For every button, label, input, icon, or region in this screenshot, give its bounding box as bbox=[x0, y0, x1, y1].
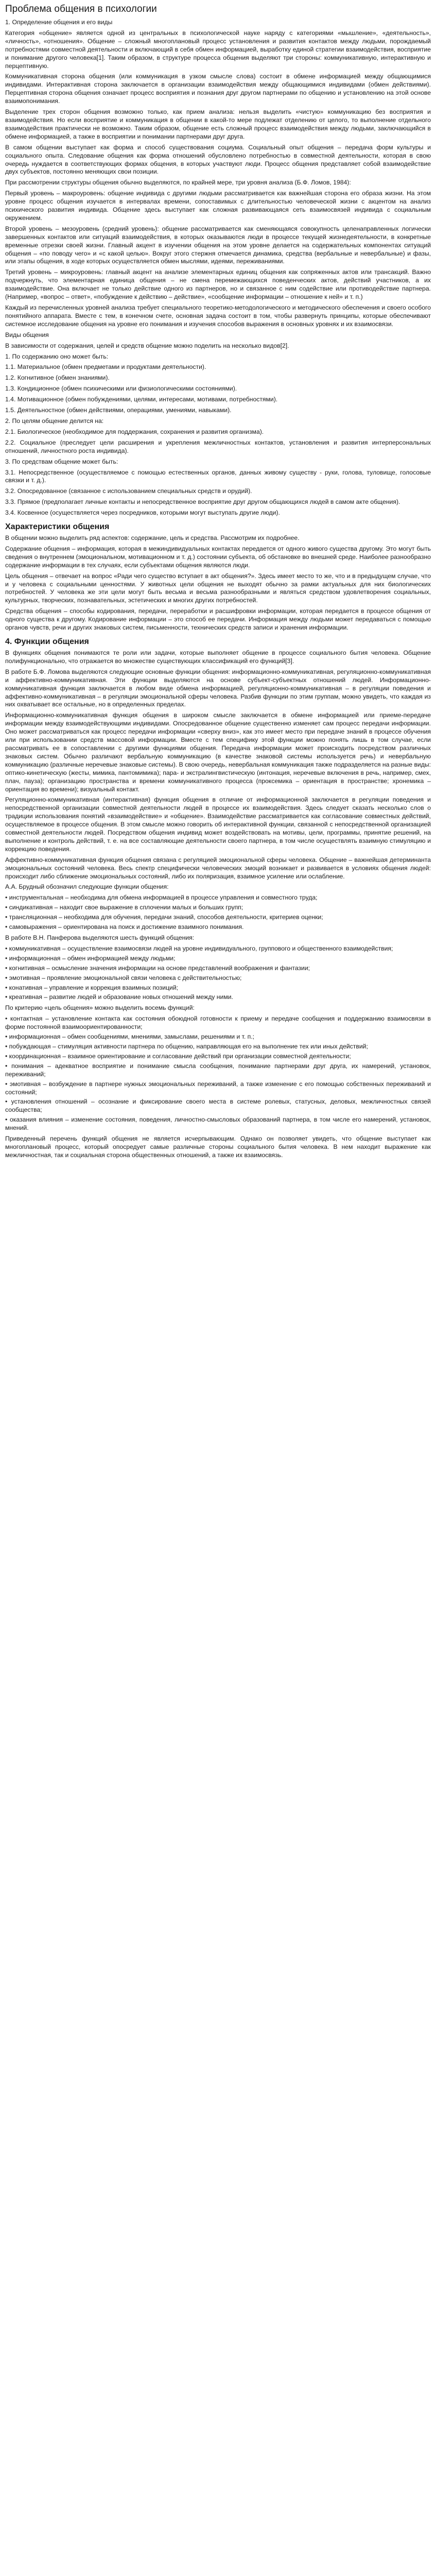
document-page bbox=[0, 0, 436, 1175]
list-item: 1.4. Мотивационное (обмен побуждениями, целями, интересами, мотивами, потребностями). bbox=[5, 396, 278, 403]
list-intro: По критерию «цель общения» можно выделить восемь функций: bbox=[5, 1004, 195, 1012]
list-item: 3.4. Косвенное (осуществляется через посредников, которыми могут выступать другие люди). bbox=[5, 509, 280, 517]
paragraph: Информационно-коммуникативная функция общения в широком смысле заключается в обмене информацией или приеме-передаче информации между взаимодействующими индивидами. Опосредованное общение существенно изменяет сам процесс передачи информации. Оно может рассматриваться как процесс передачи информации «сверху вниз», как это имеет место при передаче знаний в процессе обучения или при использовании средств массовой информации. Вместе с тем специфику этой функции можно понять лишь в том случае, если рассматривать ее в сопоставлении с другими функциями общения. Передача информации может происходить посредством различных знаковых систем. Обычно различают вербальную коммуникацию (в качестве знаковой системы используется речь) и невербальную коммуникацию (различные неречевые знаковые системы). В свою очередь, невербальная коммуникация также подразделяется на разные виды: оптико-кинетическую (жесты, мимика, пантомимика); пара- и экстралингвистическую (интонация, неречевые включения в речь, например, смех, плач, пауза); организацию пространства и времени коммуникативного процесса (проксемика – ориентация в пространстве; хронемика – ориентация во времени); визуальный контакт. bbox=[5, 711, 431, 793]
paragraph: В зависимости от содержания, целей и средств общение можно поделить на несколько видов[2]. bbox=[5, 342, 289, 349]
section-functions bbox=[5, 649, 431, 1160]
list-item: 2.2. Социальное (преследует цели расширения и укрепления межличностных контактов, установления и развития интерперсональных отношений, личностного роста индивида). bbox=[5, 438, 431, 454]
list-item: 3.1. Непосредственное (осуществляемое с помощью естественных органов, данных живому существу - руки, голова, туловище, голосовые связки и т. д.). bbox=[5, 468, 431, 484]
list-item: • трансляционная – необходима для обучения, передачи знаний, способов деятельности, критериев оценки; bbox=[5, 913, 431, 922]
paragraph: В функциях общения понимаются те роли или задачи, которые выполняет общение в процессе социального бытия человека. Общение полифункционально, что отражается во множестве существующих классификаций его функций[3]. bbox=[5, 649, 431, 665]
list-item: 3.3. Прямое (предполагает личные контакты и непосредственное восприятие друг другом общающихся людей в самом акте общения). bbox=[5, 498, 400, 506]
list-item: 1.5. Деятельностное (обмен действиями, операциями, умениями, навыками). bbox=[5, 406, 232, 414]
paragraph: Выделение трех сторон общения возможно только, как прием анализа: нельзя выделить «чистую» коммуникацию без восприятия и взаимодействия. Но если восприятие и коммуникация в общении в какой-то мере подлежат отделению от целого, то выполнение отдельного взаимодействия практически не возможно. Таким образом, общение есть сложный процесс взаимодействия между людьми, заключающийся в обмене информацией, а также в восприятии и понимании партнерами друг друга. bbox=[5, 108, 431, 140]
paragraph: Категория «общение» является одной из центральных в психологической науке наряду с категориями «мышление», «деятельность», «личность», «отношения». Общение – сложный многоплановый процесс установления и развития контактов между людьми, порождаемый потребностями совместной деятельности и включающий в себя обмен информацией, выработку единой стратегии взаимодействия, восприятие и понимание другого человека[1]. Таким образом, в структуре процесса общения выделяют три стороны: коммуникативную, интерактивную и перцептивную. bbox=[5, 29, 431, 70]
paragraph: При рассмотрении структуры общения обычно выделяются, по крайней мере, три уровня анализа (Б.Ф. Ломов, 1984): bbox=[5, 179, 351, 187]
paragraph: Коммуникативная сторона общения (или коммуникация в узком смысле слова) состоит в обмене информацией между общающимися индивидами. Интерактивная сторона заключается в организации взаимодействия между общающимися индивидами (обмен действиями). Перцептивная сторона общения означает процесс восприятия и познания друг другом партнерами по общению и установлению на этой основе взаимопонимания. bbox=[5, 73, 431, 105]
subsection-heading: Виды общения bbox=[5, 331, 49, 338]
paragraph: Каждый из перечисленных уровней анализа требует специального теоретико-методологического и методического обеспечения и своего особого понятийного аппарата. Вместе с тем, в конечном счете, основная задача состоит в том, чтобы развернуть принципы, которые обеспечивают системное исследование общения на уровне его понимания и изучения способов выражения в основных уровнях и их взаимосвязи. bbox=[5, 304, 431, 328]
list-item: • конативная – управление и коррекция взаимных позиций; bbox=[5, 984, 431, 992]
list-intro: В работе В.Н. Панферова выделяются шесть функций общения: bbox=[5, 934, 195, 941]
section-characteristics bbox=[5, 534, 431, 632]
paragraph: Приведенный перечень функций общения не является исчерпывающим. Однако он позволяет увидеть, что общение выступает как многоплановый процесс, который опосредует самые различные стороны социального бытия человека. В нем находит выражение как межличностная, так и социальная сторона общественных отношений, а также их взаимосвязь. bbox=[5, 1135, 431, 1159]
section-heading-functions: 4. Функции общения bbox=[5, 637, 89, 646]
bullet-list-brudny bbox=[5, 894, 431, 931]
section-definition bbox=[5, 19, 431, 517]
paragraph: Второй уровень – мезоуровень (средний уровень): общение рассматривается как сменяющаяся совокупность целенаправленных логически завершенных контактов или ситуаций взаимодействия, в которых оказываются люди в процессе текущей жизнедеятельности, в конкретные временные отрезки своей жизни. Главный акцент в изучении общения на этом уровне делается на содержательных компонентах ситуаций общения – «по поводу чего» и «с какой целью». Вокруг этого стержня отмечается динамика, средства (вербальные и невербальные) и фазы, или этапы общения, в ходе которых осуществляется обмен мыслями, идеями, переживаниями. bbox=[5, 225, 431, 265]
paragraph: Содержание общения – информация, которая в межиндивидуальных контактах передается от одного живого существа другому. Это могут быть сведения о внутреннем (эмоциональном, мотивационном и т. д.) состоянии субъекта, об обстановке во внешней среде. Наиболее разнообразно содержание информации в тех случаях, если субъектами общения являются люди. bbox=[5, 545, 431, 569]
bullet-list-goals bbox=[5, 1015, 431, 1132]
list-item: 3.2. Опосредованное (связанное с использованием специальных средств и орудий). bbox=[5, 487, 252, 495]
list-item: 1.3. Кондиционное (обмен психическими или физиологическими состояниями). bbox=[5, 385, 237, 393]
section-heading-characteristics: Характеристики общения bbox=[5, 522, 110, 532]
list-item: • коммуникативная – осуществление взаимосвязи людей на уровне индивидуального, группового и общественного взаимодействия; bbox=[5, 945, 431, 953]
list-item: 1.1. Материальное (обмен предметами и продуктами деятельности). bbox=[5, 363, 206, 371]
list-item: • синдикативная – находит свое выражение в сплочении малых и больших групп; bbox=[5, 904, 431, 912]
paragraph: Средства общения – способы кодирования, передачи, переработки и расшифровки информации, которая передается в процессе общения от одного существа к другому. Кодирование информации – это способ ее передачи. Информация между людьми может передаваться с помощью органов чувств, речи и других знаковых систем, письменности, технических средств записи и хранения информации. bbox=[5, 607, 431, 632]
list-item: • когнитивная – осмысление значения информации на основе представлений воображения и фантазии; bbox=[5, 964, 431, 973]
list-item: • оказания влияния – изменение состояния, поведения, личностно-смысловых образований партнера, в том числе его намерений, установок, мнений. bbox=[5, 1116, 431, 1132]
list-item: 1. По содержанию оно может быть: bbox=[5, 352, 109, 360]
list-item: 1.2. Когнитивное (обмен знаниями). bbox=[5, 374, 110, 382]
list-item: • информационная – обмен сообщениями, мнениями, замыслами, решениями и т. п.; bbox=[5, 1033, 431, 1041]
paragraph: В самом общении выступает как форма и способ существования социума. Социальный опыт общения – передача форм культуры и социального опыта. Следование общения как форма отношений обусловлено потребностью в совместной деятельности, которая в свою очередь нуждается в соответствующих формах общения, в которых участвуют люди. Процесс общения представляет собой взаимодействие двух субъектов, постоянно меняющих свои позиции. bbox=[5, 143, 431, 176]
list-item: • побуждающая – стимуляция активности партнера по общению, направляющая его на выполнение тех или иных действий; bbox=[5, 1043, 431, 1051]
list-item: • установления отношений – осознание и фиксирование своего места в системе ролевых, статусных, деловых, межличностных связей сообщества; bbox=[5, 1098, 431, 1114]
list-item: • эмотивная – возбуждение в партнере нужных эмоциональных переживаний, а также изменение с его помощью собственных переживаний и состояний; bbox=[5, 1080, 431, 1097]
list-item: 2.1. Биологическое (необходимое для поддержания, сохранения и развития организма). bbox=[5, 428, 264, 435]
paragraph: Регуляционно-коммуникативная (интерактивная) функция общения в отличие от информационной заключается в регуляции поведения и непосредственной организации совместной деятельности людей в процессе их взаимодействия. Здесь следует сказать несколько слов о традиции использования понятий «взаимодействие» и «общение». Взаимодействие рассматривается как согласование совместных действий, осуществляемое в процессе общения. В этом смысле можно говорить об интерактивной функции, связанной с непосредственной организацией совместной деятельности людей. Посредством общения индивид может воздействовать на мотивы, цели, программы, принятие решений, на выполнение и контроль действий, т. е. на все составляющие деятельности своего партнера, в том числе осуществлять взаимную стимуляцию и коррекцию поведения. bbox=[5, 796, 431, 853]
paragraph: Цель общения – отвечает на вопрос «Ради чего существо вступает в акт общения?». Здесь имеет место то же, что и в предыдущем случае, что и у человека с социальными ценностями. У животных цели общения не выходят обычно за рамки актуальных для них биологических потребностей. У человека же эти цели могут быть весьма и весьма разнообразными и являться средством удовлетворения социальных, культурных, творческих, познавательных, эстетических и многих других потребностей. bbox=[5, 572, 431, 604]
list-item: • понимания – адекватное восприятие и понимание смысла сообщения, понимание партнерами друг друга, их намерений, установок, переживаний; bbox=[5, 1062, 431, 1079]
list-item: 3. По средствам общение может быть: bbox=[5, 457, 118, 465]
list-item: • информационная – обмен информацией между людьми; bbox=[5, 955, 431, 963]
list-item: • контактная – установление контакта как состояния обоюдной готовности к приему и передаче сообщения и поддержанию взаимосвязи в форме постоянной взаимоориентированности; bbox=[5, 1015, 431, 1031]
list-item: • координационная – взаимное ориентирование и согласование действий при организации совместной деятельности; bbox=[5, 1053, 431, 1061]
page-title: Проблема общения в психологии bbox=[5, 4, 157, 14]
list-item: • самовыражения – ориентирована на поиск и достижение взаимного понимания. bbox=[5, 923, 431, 931]
list-intro: А.А. Брудный обозначил следующие функции общения: bbox=[5, 883, 169, 891]
bullet-list-panferov bbox=[5, 945, 431, 1002]
paragraph: В общении можно выделить ряд аспектов: содержание, цель и средства. Рассмотрим их подробнее. bbox=[5, 534, 300, 542]
paragraph: Третий уровень – микроуровень: главный акцент на анализе элементарных единиц общения как сопряженных актов или трансакций. Важно подчеркнуть, что элементарная единица общения – не смена перемежающихся поведенческих актов, действий участников, а их взаимодействие. Она включает не только действие одного из партнеров, но и связанное с ним содействие или противодействие партнера. (Например, «вопрос – ответ», «побуждение к действию – действие», «сообщение информации – отношение к ней» и т. п.) bbox=[5, 268, 431, 301]
paragraph: Аффективно-коммуникативная функция общения связана с регуляцией эмоциональной сферы человека. Общение – важнейшая детерминанта эмоциональных состояний человека. Весь спектр специфически человеческих эмоций возникает и развивается в условиях общения людей: происходит либо сближение эмоциональных состояний, либо их поляризация, взаимное усиление или ослабление. bbox=[5, 856, 431, 880]
list-item: 2. По целям общение делится на: bbox=[5, 417, 104, 425]
paragraph: Первый уровень – макроуровень: общение индивида с другими людьми рассматривается как важнейшая сторона его образа жизни. На этом уровне процесс общения изучается в интервалах времени, сопоставимых с длительностью человеческой жизни с акцентом на анализ психического развития индивида. Общение здесь выступает как сложная развивающаяся сеть взаимосвязей индивида с социальным окружением. bbox=[5, 190, 431, 222]
list-item: • инструментальная – необходима для обмена информацией в процессе управления и совместного труда; bbox=[5, 894, 431, 902]
list-item: • эмотивная – проявление эмоциональной связи человека с действительностью; bbox=[5, 974, 431, 982]
section-heading: 1. Определение общения и его виды bbox=[5, 19, 113, 26]
paragraph: В работе Б.Ф. Ломова выделяются следующие основные функции общения: информационно-коммуникативная, регуляционно-коммуникативная и аффективно-коммуникативная. Эти функции выделяются на основе субъект-субъектных отношений людей. Информационно-коммуникативная функция заключается в любом виде обмена информацией, регуляционно-коммуникативная – в регуляции поведения и аффективно-коммуникативная – в регуляции эмоциональной сферы человека. Разбив функции по этим группам, можно увидеть, что каждая из них охватывает все остальные, но в определенных пределах. bbox=[5, 668, 431, 708]
list-item: • креативная – развитие людей и образование новых отношений между ними. bbox=[5, 993, 431, 1002]
